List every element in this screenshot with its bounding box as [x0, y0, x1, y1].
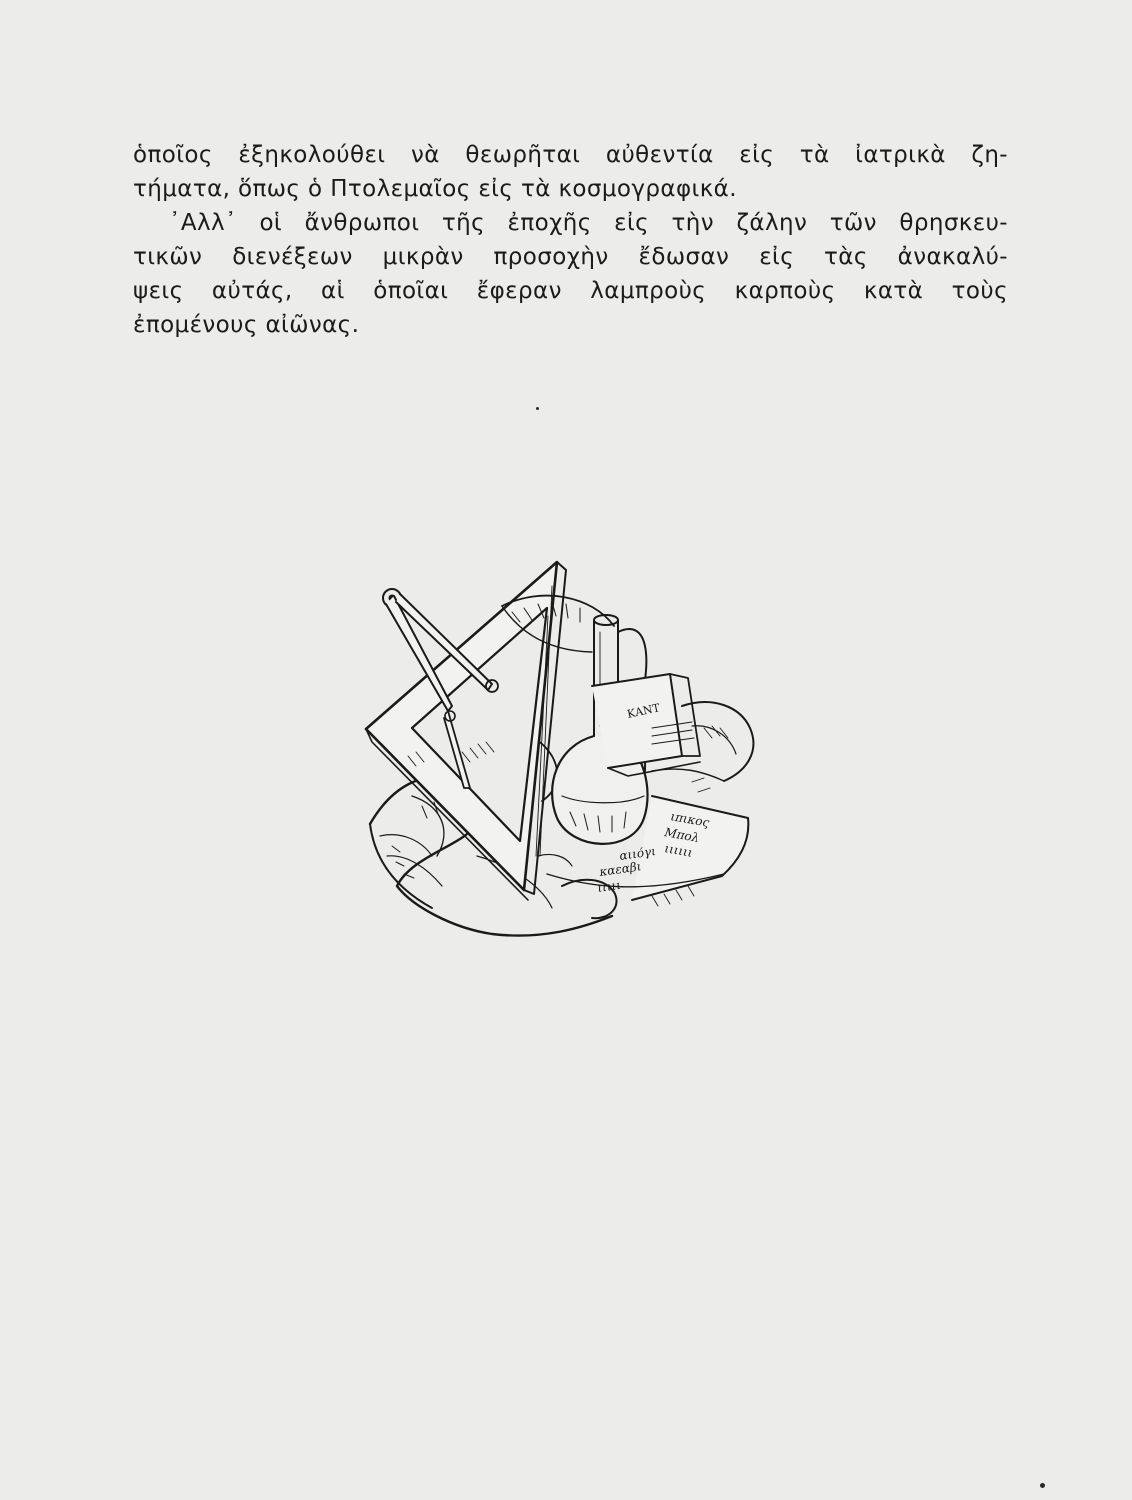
print-speck	[1040, 1483, 1045, 1488]
book	[592, 674, 700, 776]
text-line-3: ᾿Αλλ᾿ οἱ ἄνθρωποι τῆς ἐποχῆς εἰς τὴν ζάλην τῶν θρησκευ-	[169, 210, 1008, 236]
text-line-1: ὁποῖος ἐξηκολούθει νὰ θεωρῆται αὐθεντία εἰς τὰ ἰατρικὰ ζη-	[133, 142, 1008, 168]
text-line-5: ψεις αὐτάς, αἱ ὁποῖαι ἔφεραν λαμπροὺς καρποὺς κατὰ τοὺς	[133, 278, 1008, 304]
text-line-6: ἐπομένους αἰῶνας.	[133, 312, 360, 338]
svg-text:ιιιιιι: ιιιιιι	[663, 841, 694, 860]
svg-text:Μπολ: Μπολ	[663, 825, 701, 846]
vignette-icon	[352, 556, 782, 946]
svg-text:ιπικος: ιπικος	[669, 809, 711, 830]
svg-text:αιιόγι: αιιόγι	[618, 844, 657, 863]
body-text	[133, 138, 1008, 342]
svg-text:ΚΑΝΤ: ΚΑΝΤ	[625, 701, 662, 721]
text-line-4: τικῶν διενέξεων μικρὰν προσοχὴν ἔδωσαν εἰς τὰς ἀνακαλύ-	[133, 244, 1008, 270]
svg-text:καεαβι: καεαβι	[598, 859, 643, 879]
svg-text:ιιιιι: ιιιιι	[596, 877, 622, 895]
text-line-2: τήματα, ὅπως ὁ Πτολεμαῖος εἰς τὰ κοσμογραφικά.	[133, 176, 737, 202]
print-speck	[536, 407, 539, 410]
